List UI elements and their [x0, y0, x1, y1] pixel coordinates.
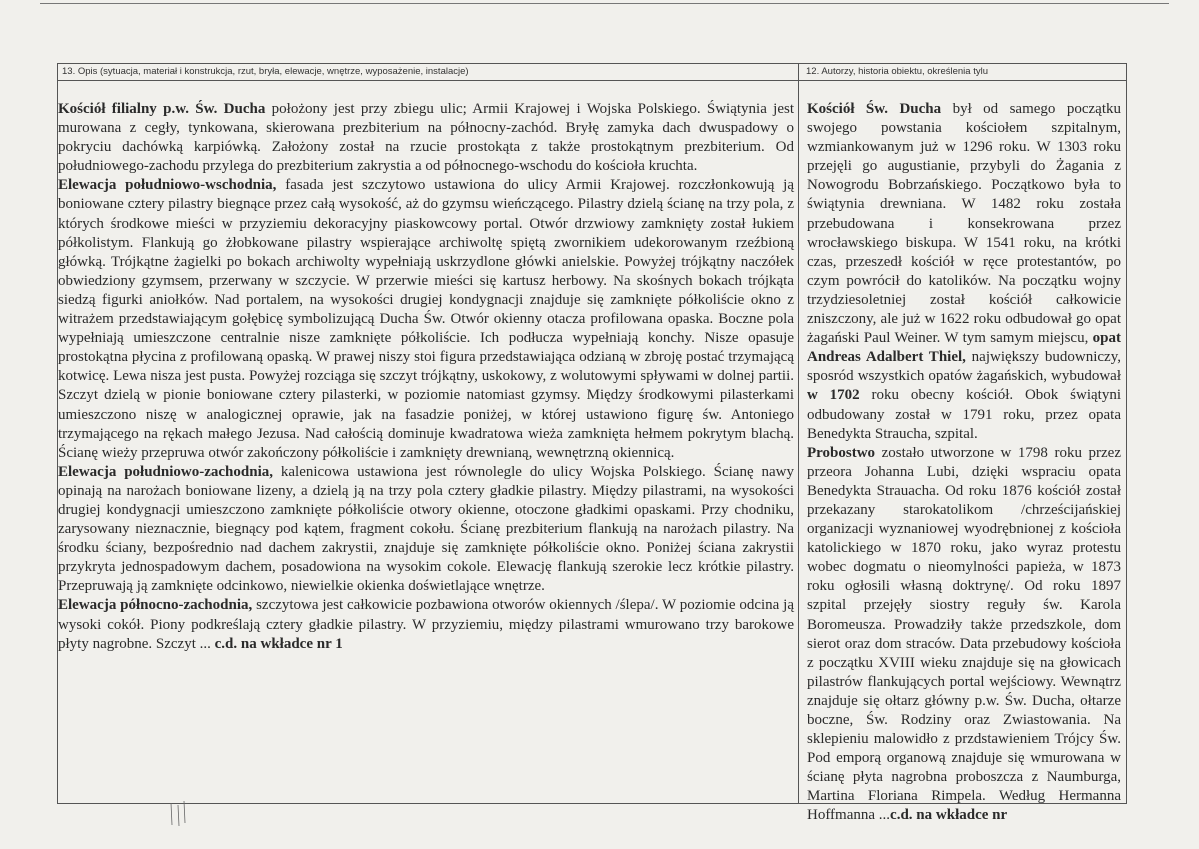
paragraph-title: Probostwo — [807, 444, 876, 461]
paragraph-title: Elewacja północno-zachodnia, — [58, 597, 253, 614]
form-frame — [57, 63, 1127, 824]
paragraph-southeast-elevation — [58, 176, 794, 462]
pen-mark — [168, 799, 198, 829]
abbot-name: opat Andreas Adalbert Thiel, — [807, 330, 1121, 366]
top-rule — [40, 3, 1169, 4]
paragraph-overview — [58, 100, 794, 176]
paragraph-parish — [807, 444, 1121, 826]
paragraph-text: fasada jest szczytowo ustawiona do ulicy Armii Krajowej. rozczłonkowują ją boniowane cztery pilastry biegnące przez całą wysokość, aż do gzymsu wieńczącego. Pilastry dzielą ścianę na trzy pola, z których środkowe mieści w przyziemiu dekoracyjny piaskowcowy portal. Otwór drzwiowy zamknięty został łukiem półkolistym. Flankują go żłobkowane pilastry wspierające archiwoltę spiętą zwornikiem udekorowanym rzeźbioną główką. Trójkątne żagielki po bokach archiwolty wypełniają uskrzydlone główki anielskie. Powyżej trójkątny naczółek obwiedziony gzymsem, przerwany w szczycie. W przerwie mieści się kartusz herbowy. Na skośnych bokach trójkąta siedzą figurki aniołków. Nad portalem, na wysokości drugiej kondygnacji znajduje się zamknięte półkoliście okno z witrażem przedstawiającym gołębicę symbolizującą Ducha Św. Otwór okienny otacza profilowana opaska. Boczne pola wypełniają umieszczone centralnie nisze zamknięte półkoliście. Ich podłucza wypełniają konchy. Nisze opasuje prostokątna płycina z profilowaną opaską. W prawej niszy stoi figura przedstawiająca odzianą w zbroję postać trzymającą kotwicę. Lewa nisza jest pusta. Powyżej rozciąga się szczyt trójkątny, uskokowy, z wolutowymi spływami w dolnej partii. Szczyt dzielą w pionie boniowane cztery pilasterki, w poziomie natomiast gzymsy. Między środkowymi pilasterkami umieszczono niszę w analogicznej oprawie, jak na fasadzie poniżej, w której ustawiono figurę św. Antoniego trzymającego na rękach małego Jezusa. Nad całością dominuje kwadratowa wieża zamknięta hełmem pokrytym blachą. Ścianę wieży przepruwa otwór zakończony półkoliście i zamknięty drewnianą, wewnętrzną okiennicą. — [58, 177, 794, 461]
description-column — [58, 100, 794, 654]
paragraph-text: największy budowniczy, sposród wszystkich opatów żagańskich, wybudował — [807, 349, 1121, 385]
continuation-note: c.d. na wkładce nr — [890, 807, 1008, 824]
paragraph-title: Elewacja południowo-wschodnia, — [58, 177, 277, 194]
build-year: w 1702 — [807, 387, 860, 404]
paragraph-southwest-elevation — [58, 463, 794, 597]
paragraph-text: szczytowa jest całkowicie pozbawiona otworów okiennych /ślepa/. W poziomie odcina ją wysoki cokół. Piony podkreślają cztery gładkie pilastry. W przyziemiu, między pilastrami wmurowano trzy barokowe płyty nagrobne. Szczyt ... — [58, 597, 794, 652]
paragraph-title: Elewacja południowo-zachodnia, — [58, 463, 273, 480]
right-section-header: 12. Autorzy, historia obiektu, określenia tylu — [806, 66, 989, 77]
paragraph-text: położony jest przy zbiegu ulic; Armii Krajowej i Wojska Polskiego. Świątynia jest murowana z cegły, tynkowana, skierowana prezbiterium na północny-zachód. Bryłę zamyka dach dwuspadowy o pokryciu dachówką karpiówką. Założony został na rzucie prostokąta z także prostokątnym prezbiterium. Od południowego-zachodu przylega do prezbiterium zakrystia a od północnego-wschodu do kościoła kruchta. — [58, 101, 795, 175]
paragraph-church-history — [807, 100, 1121, 444]
paragraph-text: zostało utworzone w 1798 roku przez przeora Johanna Lubi, dzięki wspraciu opata Benedykta Strauacha. Od roku 1876 kościół został przekazany starokatolikom /chrześcijańskiej organizacji wyznaniowej wyodrębnionej z kościoła katolickiego w 1870 roku, jako wyraz protestu wobec dogmatu o nieomylności papieża, w 1873 roku ogłosili własną doktrynę/. Od roku 1897 szpital przejęły siostry reguły św. Karola Boromeusza. Prowadziły także przedszkole, dom sierot oraz dom straców. Data przebudowy kościoła z początku XVIII wieku znajduje się na głowicach pilastrów flankujących portal wejściowy. Wewnątrz znajduje się ołtarz główny p.w. Św. Ducha, ołtarze boczne, Św. Rodziny oraz Zwiastowania. Na sklepieniu malowidło z przdstawieniem Trójcy Św. Pod emporą organową znajduje się wmurowana w ścianę płyta nagrobna proboszcza z Naumburga, Martina Floriana Rimpela. Według Hermanna Hoffmanna ... — [807, 444, 1121, 824]
paragraph-text: był od samego początku swojego powstania kościołem szpitalnym, wzmiankowanym już w 1296 roku. W 1303 roku przejęli go augustianie, przybyli do Żagania z Nowogrodu Bobrzańskiego. Początkowo była to świątynia drewniana. W 1482 roku została przebudowana i konsekrowana przez wrocławskiego biskupa. W 1541 roku, na krótki czas, przeszedł kościół w ręce protestantów, po czym powrócił do katolików. Na początku wojny trzydziesoletniej został kościół całkowicie zniszczony, ale już w 1622 roku odbudował go opat żagański Paul Weiner. W tym samym miejscu, — [807, 101, 1121, 347]
header-row — [58, 64, 1126, 81]
paragraph-text: kalenicowa ustawiona jest równolegle do ulicy Wojska Polskiego. Ścianę nawy opinają na narożach boniowane lizeny, a dzielą ją na trzy pola cztery gładkie pilastry. Między pilastrami, na wysokości drugiej kondygnacji umieszczono zamknięte półkoliście otwory okienne, otoczone gładkimi opaskami. Przy chodniku, zarysowany nieznacznie, biegnący pod kątem, fragment cokołu. Ścianę prezbiterium flankują na narożach pilastry. Na środku ściany, bezpośrednio nad dachem zakrystii, znajduje się zamknięte półkoliście okno. Poniżej ściana zakrystii przykryta jednospadowym dachem, posadowiona na wysokim cokole. Elewację flankują szerokie lecz krótkie pilastry. Przepruwają ją zamknięte odcinkowo, niewielkie okienka doświetlające wnętrze. — [58, 463, 794, 595]
paragraph-text: roku obecny kościół. Obok świątyni odbudowany został w 1791 roku, przez opata Benedykta Straucha, szpital. — [807, 387, 1121, 442]
continuation-note: c.d. na wkładce nr 1 — [214, 635, 343, 652]
paragraph-title: Kościół Św. Ducha — [807, 101, 942, 117]
paragraph-title: Kościół filialny p.w. Św. Ducha — [58, 101, 266, 117]
paragraph-northwest-elevation — [58, 596, 794, 653]
history-column — [807, 100, 1121, 826]
column-divider — [798, 64, 799, 803]
left-section-header: 13. Opis (sytuacja, materiał i konstrukcja, rzut, bryła, elewacje, wnętrze, wyposażenie, instalacje) — [62, 66, 469, 77]
